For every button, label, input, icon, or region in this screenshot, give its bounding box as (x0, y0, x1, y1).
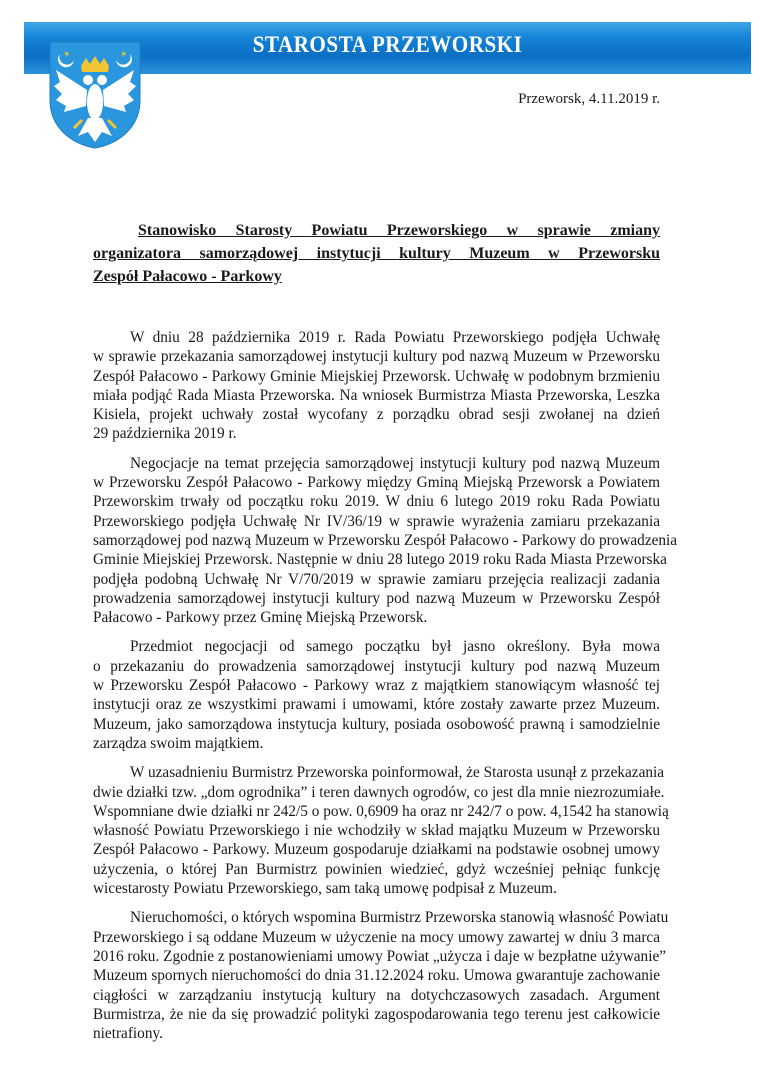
paragraph-line: użyczenia, o której Pan Burmistrz powinien wiedzieć, gdyż wcześniej pełniąc funkcję (93, 860, 660, 878)
document-heading (93, 219, 660, 288)
paragraph-line: zarządza swoim majątkiem. (93, 734, 264, 752)
paragraph-line: 29 października 2019 r. (93, 425, 237, 443)
svg-text:✶: ✶ (63, 49, 71, 59)
paragraph-line: wicestarosty Powiatu Przeworskiego, sam taką umowę podpisał z Muzeum. (93, 880, 557, 898)
paragraph-line: Przeworskiego i są oddane Muzeum w użyczenie na mocy umowy zawartej w dniu 3 marca (93, 928, 660, 946)
paragraph-line: Wspomniane dwie działki nr 242/5 o pow. 0,6909 ha oraz nr 242/7 o pow. 4,1542 ha stanowią (93, 802, 669, 820)
heading-line: Zespół Pałacowo - Parkowy (93, 268, 282, 285)
paragraph-line: 2016 roku. Zgodnie z postanowieniami umowy Powiat „użycza i daje w bezpłatne używanie” (93, 947, 667, 965)
paragraph-line: Negocjacje na temat przejęcia samorządowej instytucji kultury pod nazwą Muzeum (130, 454, 660, 472)
paragraph-line: Przeworskim trwały od początku roku 2019. W dniu 6 lutego 2019 roku Rada Powiatu (93, 493, 660, 511)
header-title: STAROSTA PRZEWORSKI (252, 32, 523, 57)
paragraph-line: nietrafiony. (93, 1025, 163, 1043)
paragraph-line: samorządowej pod nazwą Muzeum w Przeworsku Zespół Pałacowo - Parkowy do prowadzenia (93, 531, 678, 549)
paragraph-line: Przeworskiego podjęła Uchwałę Nr IV/36/19 w sprawie wyrażenia zamiaru przekazania (93, 512, 660, 530)
paragraph-line: o przekazaniu do prowadzenia samorządowej instytucji kultury pod nazwą Muzeum (93, 657, 660, 675)
paragraph-line: własność Powiatu Przeworskiego i nie wchodziły w skład majątku Muzeum w Przeworsku (93, 822, 660, 840)
paragraph-line: W uzasadnieniu Burmistrz Przeworska poinformował, że Starosta usunął z przekazania (130, 764, 665, 782)
paragraph-line: prowadzenia samorządowej instytucji kultury pod nazwą Muzeum w Przeworsku Zespół (93, 589, 660, 607)
coat-of-arms-icon (48, 40, 142, 150)
paragraph-line: miała podjąć Rada Miasta Przeworska. Na wniosek Burmistrza Miasta Przeworska, Leszka (93, 386, 660, 404)
paragraph-line: Pałacowo - Parkowy przez Gminę Miejską Przeworsk. (93, 609, 428, 627)
heading-line: Stanowisko Starosty Powiatu Przeworskiego w sprawie zmiany (138, 222, 660, 239)
paragraph-line: Kisiela, projekt uchwały został wycofany z porządku obrad sesji zwołanej na dzień (93, 406, 660, 424)
paragraph-line: Muzeum, jako samorządowa instytucja kultury, posiada osobowość prawną i samodzielnie (93, 715, 660, 733)
heading-line: organizatora samorządowej instytucji kultury Muzeum w Przeworsku (93, 245, 660, 262)
paragraph (93, 637, 660, 753)
paragraph-line: Zespół Pałacowo - Parkowy. Muzeum gospodaruje działkami na podstawie osobnej umowy (93, 841, 660, 859)
paragraph-line: Nieruchomości, o których wspomina Burmistrz Przeworska stanowią własność Powiatu (130, 909, 669, 927)
paragraph-line: dwie działki tzw. „dom ogrodnika” i teren dawnych ogrodów, co jest dla mnie niezrozumiałe. (93, 783, 665, 801)
paragraph-line: Zespół Pałacowo - Parkowy Gminie Miejskiej Przeworsk. Uchwałę w podobnym brzmieniu (93, 367, 660, 385)
paragraph-line: Burmistrza, że nie da się prowadzić polityki zagospodarowania tego terenu jest całkowicie (93, 1005, 660, 1023)
paragraph-line: podjęła podobną Uchwałę Nr V/70/2019 w sprawie zamiaru przejęcia realizacji zadania (93, 570, 660, 588)
paragraph (93, 763, 669, 898)
paragraph-line: w Przeworsku Zespół Pałacowo - Parkowy między Gminą Miejską Przeworsk a Powiatem (93, 474, 660, 492)
paragraph-line: ciągłości w zarządzaniu instytucją kultury na dotychczasowych zasadach. Argument (93, 986, 660, 1004)
paragraph (93, 454, 678, 628)
document-date: Przeworsk, 4.11.2019 r. (518, 91, 660, 107)
paragraph-line: instytucji oraz ze wszystkimi prawami i umowami, które zostały zawarte przez Muzeum. (93, 696, 660, 714)
document-body (93, 328, 678, 1053)
paragraph (93, 908, 669, 1043)
svg-text:✶: ✶ (120, 49, 128, 59)
paragraph (93, 328, 660, 444)
paragraph-line: w Przeworsku Zespół Pałacowo - Parkowy wraz z majątkiem stanowiącym własność tej (93, 677, 660, 695)
paragraph-line: Przedmiot negocjacji od samego początku był jasno określony. Była mowa (130, 638, 660, 656)
paragraph-line: Muzeum spornych nieruchomości do dnia 31.12.2024 roku. Umowa gwarantuje zachowanie (93, 967, 660, 985)
paragraph-line: W dniu 28 października 2019 r. Rada Powiatu Przeworskiego podjęła Uchwałę (130, 329, 660, 346)
paragraph-line: Gminie Miejskiej Przeworsk. Następnie w dniu 28 lutego 2019 roku Rada Miasta Przeworska (93, 551, 667, 569)
paragraph-line: w sprawie przekazania samorządowej instytucji kultury pod nazwą Muzeum w Przeworsku (93, 348, 660, 366)
